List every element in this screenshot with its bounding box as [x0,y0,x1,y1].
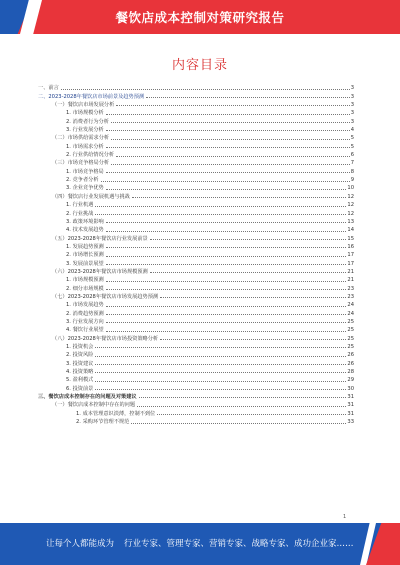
toc-leader-dots [106,256,347,257]
toc-entry-label: 2. 行业供给情况分析 [38,152,115,158]
toc-entry-page: 23 [347,285,354,292]
toc-leader-dots [116,105,349,106]
toc-leader-dots [106,264,347,265]
footer-text [46,537,354,549]
report-title: 餐饮店成本控制对策研究报告 [115,10,285,25]
toc-entry-page: 17 [347,260,354,267]
toc-leader-dots [111,139,350,140]
toc-leader-dots [95,347,346,348]
toc-leader-dots [139,397,347,398]
toc-entry-page: 3 [350,110,354,117]
toc-entry-label: （四）餐饮店行业发展机遇与挑战 [38,194,131,200]
toc-entry-label: 1. 投资机会 [38,344,94,350]
toc-entry-page: 17 [347,252,354,259]
toc-entry-page: 3 [350,85,354,92]
toc-entry[interactable] [38,275,354,283]
toc-entry-label: 3. 政策环境影响 [38,219,105,225]
toc-entry-page: 33 [347,419,354,426]
toc-entry[interactable] [38,150,354,158]
toc-entry-label: 三、餐饮店成本控制存在的问题及对策建议 [38,394,137,401]
toc-entry-page: 3 [350,102,354,109]
toc-entry[interactable] [38,350,354,358]
toc-leader-dots [157,414,346,415]
toc-entry-page: 3 [350,118,354,125]
toc-leader-dots [137,406,346,407]
toc-entry-label: （三）市场竞争格局分析 [38,160,110,166]
toc-entry[interactable] [38,91,354,99]
toc-entry-label: 4. 投资策略 [38,369,94,375]
toc-entry-page: 12 [347,193,354,200]
toc-leader-dots [116,156,350,157]
toc-entry[interactable] [38,408,354,416]
toc-entry-page: 7 [350,160,354,167]
toc-entry[interactable] [38,342,354,350]
toc-heading: 内容目录 [171,58,228,73]
toc-entry[interactable] [38,250,354,258]
toc-entry[interactable] [38,375,354,383]
toc-entry-label: 1. 市场竞争格局 [38,169,105,175]
toc-leader-dots [131,423,346,424]
toc-entry-label: 二、2023-2028年餐饮店市场前景及趋势预测 [38,93,145,100]
toc-leader-dots [106,247,347,248]
footer-brand: 让每个人都能成为 [46,539,115,549]
toc-entry[interactable] [38,333,354,341]
toc-leader-dots [106,322,347,323]
toc-leader-dots [61,89,350,90]
toc-entry-page: 21 [347,268,354,275]
toc-entry[interactable] [38,200,354,208]
toc-entry[interactable] [38,417,354,425]
toc-entry-label: （一）餐饮店成本控制中存在的问题 [38,402,136,408]
toc-entry[interactable] [38,300,354,308]
toc-leader-dots [106,289,347,290]
toc-entry-page: 6 [350,152,354,159]
toc-entry-page: 14 [347,227,354,234]
toc-entry-label: （二）市场供给需求分析 [38,135,110,141]
toc-leader-dots [132,197,347,198]
toc-entry-page: 21 [347,277,354,284]
toc-entry-page: 5 [350,143,354,150]
toc-entry[interactable] [38,83,354,91]
toc-entry-label: （一）餐饮店市场发展分析 [38,102,115,108]
toc-entry-page: 31 [347,410,354,417]
toc-entry[interactable] [38,233,354,241]
toc-entry-page: 26 [347,360,354,367]
toc-entry[interactable] [38,292,354,300]
toc-entry-page: 25 [347,318,354,325]
toc-leader-dots [106,130,350,131]
toc-entry[interactable] [38,267,354,275]
toc-entry[interactable] [38,392,354,400]
toc-leader-dots [160,297,346,298]
toc-leader-dots [95,372,346,373]
toc-leader-dots [95,389,346,390]
toc-entry-page: 31 [347,394,354,401]
toc-leader-dots [95,206,346,207]
toc-leader-dots [95,381,346,382]
toc-entry-label: 1. 成本管理意识淡薄，控制不到位 [38,411,156,417]
toc-leader-dots [146,97,350,98]
toc-entry-label: 3. 投资建议 [38,361,94,367]
toc-leader-dots [106,314,347,315]
toc-entry-page: 12 [347,202,354,209]
toc-entry[interactable] [38,183,354,191]
toc-entry-page: 24 [347,310,354,317]
toc-entry-page: 29 [347,377,354,384]
toc-entry[interactable] [38,108,354,116]
toc-entry-page: 25 [347,327,354,334]
toc-entry-page: 25 [347,335,354,342]
toc-entry-label: 1. 行业机遇 [38,202,94,208]
toc-entry-page: 9 [350,177,354,184]
toc-entry-label: （六）2023-2028年餐饮店市场规模预测 [38,269,149,275]
toc-entry-label: （五）2023-2028年餐饮店行业发展前景 [38,236,149,242]
toc-entry-label: 3. 发展前景展望 [38,261,105,267]
toc-entry-label: 1. 市场需求分析 [38,144,105,150]
toc-leader-dots [106,172,350,173]
toc-leader-dots [106,331,347,332]
toc-entry-label: 4. 餐饮行业展望 [38,327,105,333]
toc-entry[interactable] [38,317,354,325]
toc-entry[interactable] [38,217,354,225]
toc-entry-page: 26 [347,352,354,359]
toc-entry-label: 1. 市场发展趋势 [38,302,105,308]
toc-entry[interactable] [38,175,354,183]
toc-leader-dots [111,164,350,165]
toc-entry-label: 3. 行业发展分析 [38,127,105,133]
toc-leader-dots [150,272,347,273]
toc-entry[interactable] [38,242,354,250]
toc-leader-dots [106,231,347,232]
toc-entry-label: 2. 消费者行为分析 [38,119,110,125]
toc-leader-dots [106,189,347,190]
toc-leader-dots [106,222,347,223]
toc-entry-label: 1. 市场规模预测 [38,277,105,283]
footer-slogan: 行业专家、管理专家、营销专家、战略专家、成功企业家…… [124,539,354,549]
toc-leader-dots [95,364,346,365]
toc-entry-label: 2. 竞争者分析 [38,177,100,183]
toc-entry[interactable] [38,166,354,174]
toc-entry-label: 3. 企业竞争优势 [38,185,105,191]
page-number: 1 [343,514,347,520]
toc-entry-label: （七）2023-2028年餐饮店市场发展趋势预测 [38,294,159,300]
toc-entry[interactable] [38,258,354,266]
toc-entry[interactable] [38,225,354,233]
toc-leader-dots [95,214,346,215]
toc-entry-label: 1. 市场规模分析 [38,110,105,116]
toc-entry[interactable] [38,208,354,216]
toc-entry-page: 12 [347,210,354,217]
toc-leader-dots [106,306,347,307]
toc-entry-page: 31 [347,402,354,409]
toc-entry-label: 2. 采购环节管理不规范 [38,419,130,425]
toc-entry-label: 5. 盈利模式 [38,377,94,383]
toc-entry[interactable] [38,133,354,141]
toc-leader-dots [106,114,350,115]
toc-leader-dots [101,181,350,182]
toc-entry-label: 2. 细分市场规模 [38,286,105,292]
toc-entry-label: 4. 技术发展趋势 [38,227,105,233]
toc-entry-label: 2. 市场增长预测 [38,252,105,258]
toc-entry[interactable] [38,400,354,408]
toc-entry-page: 16 [347,243,354,250]
toc-entry[interactable] [38,116,354,124]
toc-entry[interactable] [38,367,354,375]
toc-leader-dots [106,281,347,282]
toc-entry-page: 24 [347,302,354,309]
toc-entry[interactable] [38,125,354,133]
toc-entry-label: 3. 行业发展方向 [38,319,105,325]
toc-entry-page: 28 [347,369,354,376]
toc-entry-label: 2. 投资风险 [38,352,94,358]
toc-entry-page: 25 [347,344,354,350]
toc-entry-page: 3 [350,93,354,100]
toc-entry-label: 6. 投资前景 [38,386,94,392]
toc-entry[interactable] [38,158,354,166]
toc-leader-dots [160,339,346,340]
toc-entry-page: 5 [350,135,354,142]
toc-entry[interactable] [38,383,354,391]
toc-entry[interactable] [38,141,354,149]
toc-entry-label: 一、前言 [38,85,59,92]
toc-entry-page: 15 [347,235,354,242]
toc-leader-dots [150,239,347,240]
toc-entry[interactable] [38,358,354,366]
toc-entry-page: 13 [347,218,354,225]
toc-entry-page: 10 [347,185,354,192]
toc-entry[interactable] [38,325,354,333]
toc-entry-label: 2. 消费趋势预测 [38,311,105,317]
toc-leader-dots [111,122,350,123]
toc-entry-label: 1. 发展趋势预测 [38,244,105,250]
toc-entry[interactable] [38,191,354,199]
toc-entry-page: 4 [350,127,354,134]
toc-entry[interactable] [38,100,354,108]
toc-entry-label: （八）2023-2028年餐饮店市场投资策略分析 [38,336,159,342]
toc-entry[interactable] [38,283,354,291]
toc-leader-dots [95,356,346,357]
toc-entry[interactable] [38,308,354,316]
toc-entry-label: 2. 行业挑战 [38,211,94,217]
toc-entry-page: 8 [350,168,354,175]
table-of-contents [38,83,354,425]
toc-entry-page: 30 [347,385,354,392]
toc-entry-page: 23 [347,293,354,300]
toc-leader-dots [106,147,350,148]
